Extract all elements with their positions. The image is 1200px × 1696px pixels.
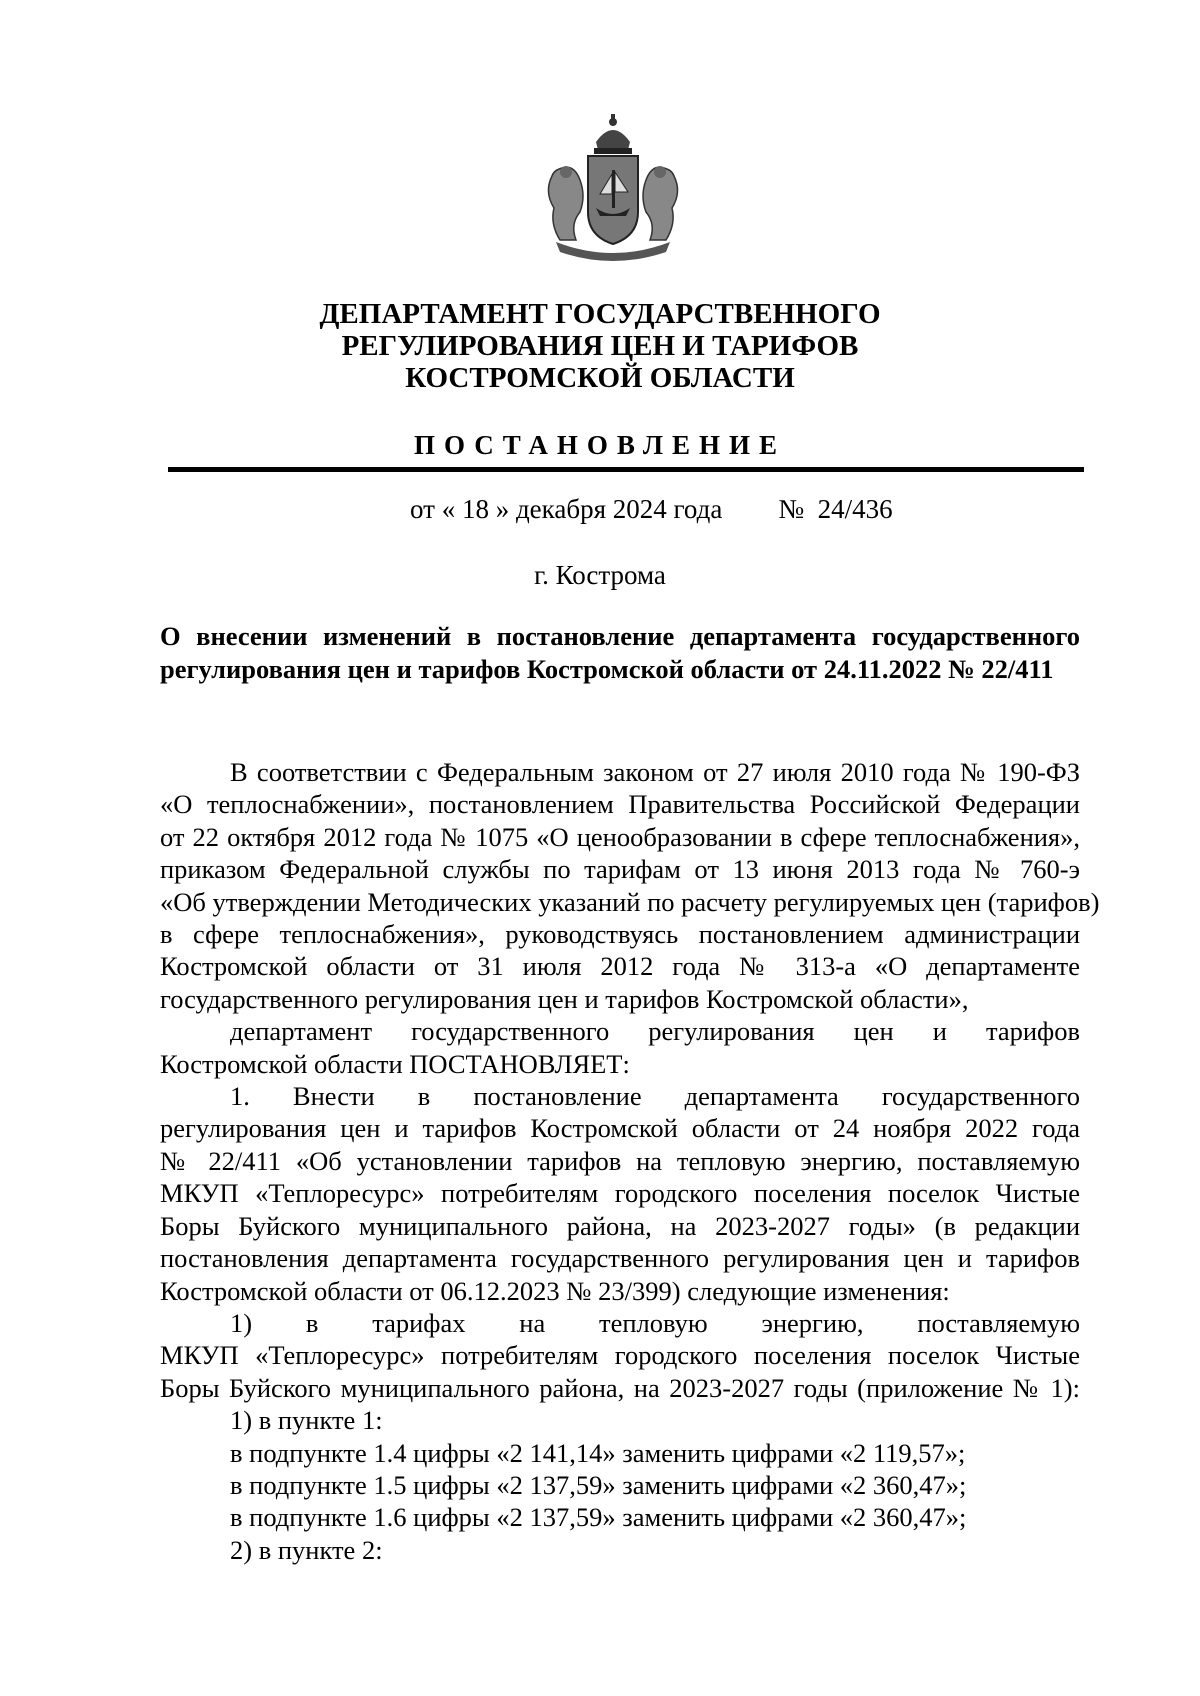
body-line: Боры Буйского муниципального района, на 2023-2027 годы» (в редакции — [160, 1210, 1080, 1241]
body-line: 1) в тарифах на тепловую энергию, поставляемую — [230, 1307, 1080, 1338]
department-name — [150, 298, 1050, 394]
department-line: КОСТРОМСКОЙ ОБЛАСТИ — [405, 362, 795, 394]
document-number: 24/436 — [817, 494, 893, 524]
document-type: ПОСТАНОВЛЕНИЕ — [413, 430, 787, 460]
body-line: 2) в пункте 2: — [230, 1534, 383, 1565]
date-number-line — [410, 494, 893, 525]
body-line: постановления департамента государственного регулирования цен и тарифов — [160, 1243, 1080, 1274]
department-line: РЕГУЛИРОВАНИЯ ЦЕН И ТАРИФОВ — [341, 330, 859, 362]
subject-line: О внесении изменений в постановление департамента государственного — [160, 621, 1080, 651]
coat-of-arms-icon — [536, 112, 690, 262]
document-body — [160, 756, 1100, 1566]
body-line: государственного регулирования цен и тарифов Костромской области», — [160, 983, 969, 1014]
number-sign: № — [778, 494, 805, 524]
header-divider — [168, 467, 1084, 472]
city-name: г. Кострома — [534, 560, 666, 590]
body-line: департамент государственного регулирования цен и тарифов — [230, 1016, 1080, 1047]
body-line: 1. Внести в постановление департамента государственного — [230, 1081, 1080, 1112]
body-line: Костромской области от 06.12.2023 № 23/399) следующие изменения: — [160, 1275, 950, 1306]
body-line: МКУП «Теплоресурс» потребителям городского поселения поселок Чистые — [160, 1340, 1080, 1371]
body-line: «О теплоснабжении», постановлением Правительства Российской Федерации — [160, 789, 1080, 820]
body-line: № 22/411 «Об установлении тарифов на тепловую энергию, поставляемую — [160, 1145, 1080, 1176]
document-date: от « 18 » декабря 2024 года — [410, 494, 723, 524]
body-line: регулирования цен и тарифов Костромской области от 24 ноября 2022 года — [160, 1113, 1080, 1144]
body-line: В соответствии с Федеральным законом от 27 июля 2010 года № 190-ФЗ — [230, 757, 1080, 787]
body-line: МКУП «Теплоресурс» потребителям городского поселения поселок Чистые — [160, 1178, 1080, 1209]
subject-line: регулирования цен и тарифов Костромской области от 24.11.2022 № 22/411 — [160, 654, 1054, 684]
body-line: «Об утверждении Методических указаний по расчету регулируемых цен (тарифов) — [160, 886, 1100, 917]
body-line: Боры Буйского муниципального района, на 2023-2027 годы (приложение № 1): — [160, 1372, 1080, 1403]
document-subject — [160, 620, 1080, 686]
body-line: от 22 октября 2012 года № 1075 «О ценообразовании в сфере теплоснабжения», — [160, 821, 1080, 852]
body-line: в сфере теплоснабжения», руководствуясь постановлением администрации — [160, 919, 1080, 950]
body-line: в подпункте 1.4 цифры «2 141,14» заменить цифрами «2 119,57»; — [230, 1437, 966, 1468]
body-line: Костромской области от 31 июля 2012 года № 313-а «О департаменте — [160, 951, 1080, 982]
body-line: 1) в пункте 1: — [230, 1405, 383, 1436]
body-line: приказом Федеральной службы по тарифам от 13 июня 2013 года № 760-э — [160, 854, 1080, 885]
body-line: Костромской области ПОСТАНОВЛЯЕТ: — [160, 1048, 630, 1079]
body-line: в подпункте 1.5 цифры «2 137,59» заменить цифрами «2 360,47»; — [230, 1469, 967, 1500]
department-line: ДЕПАРТАМЕНТ ГОСУДАРСТВЕННОГО — [319, 298, 881, 330]
body-line: в подпункте 1.6 цифры «2 137,59» заменить цифрами «2 360,47»; — [230, 1502, 967, 1533]
